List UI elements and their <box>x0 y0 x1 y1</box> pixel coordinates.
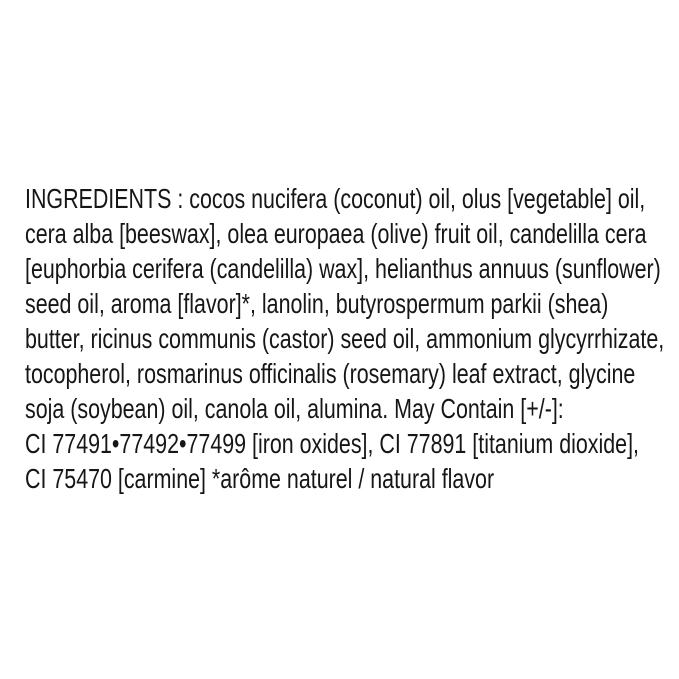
ingredients-line-9: CI 75470 [carmine] *arôme naturel / natural flavor <box>25 463 495 494</box>
ingredients-line-8: CI 77491•77492•77499 [iron oxides], CI 77891 [titanium dioxide], <box>25 428 639 459</box>
ingredients-label <box>25 181 664 496</box>
ingredients-line-5: butter, ricinus communis (castor) seed oil, ammonium glycyrrhizate, <box>25 323 665 354</box>
ingredients-line-3: [euphorbia cerifera (candelilla) wax], helianthus annuus (sunflower) <box>25 253 661 284</box>
ingredients-line-7: soja (soybean) oil, canola oil, alumina. May Contain [+/-]: <box>25 393 564 424</box>
ingredients-line-4: seed oil, aroma [flavor]*, lanolin, butyrospermum parkii (shea) <box>25 288 609 319</box>
ingredients-line-2: cera alba [beeswax], olea europaea (olive) fruit oil, candelilla cera <box>25 218 647 249</box>
ingredients-line-1: INGREDIENTS : cocos nucifera (coconut) oil, olus [vegetable] oil, <box>25 183 646 214</box>
ingredients-line-6: tocopherol, rosmarinus officinalis (rosemary) leaf extract, glycine <box>25 358 636 389</box>
